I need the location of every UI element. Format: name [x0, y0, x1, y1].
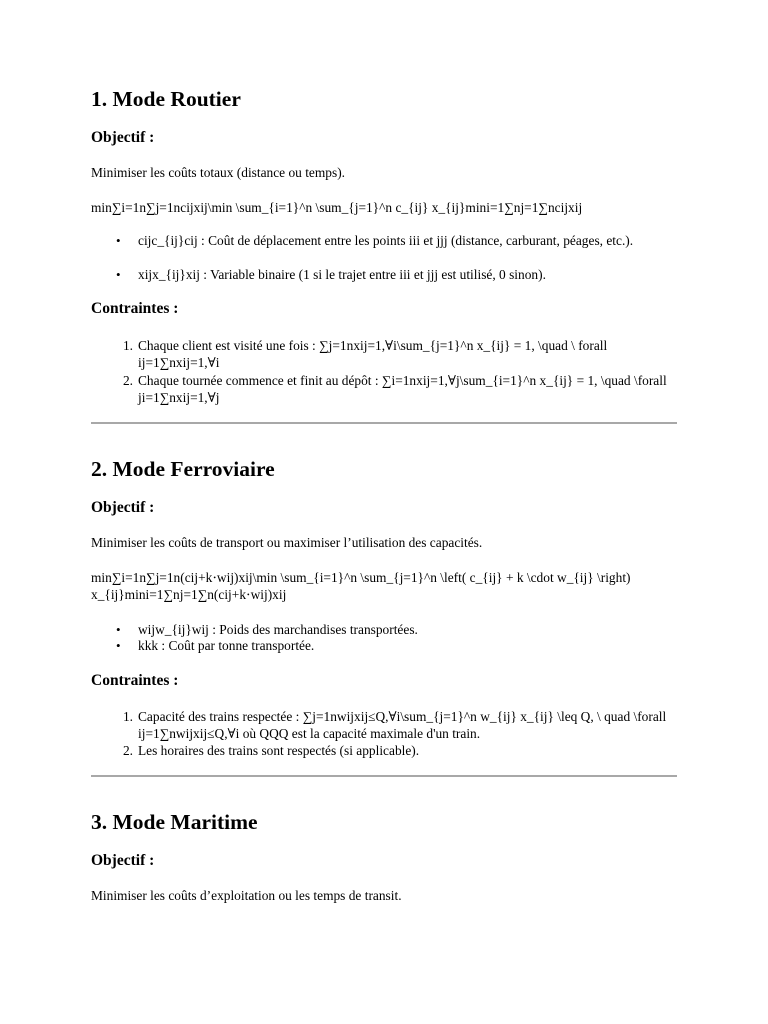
- section-divider: [91, 422, 677, 424]
- section-divider: [91, 775, 677, 777]
- list-item-text: wijw_{ij}wij : Poids des marchandises transportées.: [138, 622, 418, 637]
- objective-heading: Objectif :: [91, 499, 155, 516]
- list-item: [122, 372, 678, 406]
- list-item: [116, 232, 678, 249]
- objective-text: Minimiser les coûts de transport ou maximiser l’utilisation des capacités.: [91, 535, 483, 550]
- list-item: [122, 708, 678, 742]
- objective-formula: min∑i=1n∑j=1ncijxij\min \sum_{i=1}^n \sum_{j=1}^n c_{ij} x_{ij}mini=1∑nj=1∑ncijxij: [91, 200, 583, 215]
- list-item-text: Capacité des trains respectée : ∑j=1nwijxij≤Q,∀i\sum_{j=1}^n w_{ij} x_{ij} \leq Q, \ quad \forall ij=1∑nwijxij≤Q,∀i où QQQ est la capacité maximale d'un train.: [138, 709, 667, 741]
- objective-text: Minimiser les coûts totaux (distance ou temps).: [91, 165, 346, 180]
- section-title-routier: 1. Mode Routier: [91, 87, 241, 111]
- constraints-heading: Contraintes :: [91, 300, 179, 317]
- bullet-icon: •: [116, 267, 121, 282]
- section-title-maritime: 3. Mode Maritime: [91, 810, 258, 834]
- list-item: [122, 742, 678, 759]
- list-item-text: Les horaires des trains sont respectés (si applicable).: [138, 743, 420, 758]
- list-number: 1.: [122, 709, 133, 724]
- list-item-text: Chaque client est visité une fois : ∑j=1nxij=1,∀i\sum_{j=1}^n x_{ij} = 1, \quad \ forall ij=1∑nxij=1,∀i: [138, 338, 608, 370]
- objective-heading: Objectif :: [91, 852, 155, 869]
- list-item: [116, 637, 678, 654]
- list-item-text: kkk : Coût par tonne transportée.: [138, 638, 315, 653]
- constraints-heading: Contraintes :: [91, 672, 179, 689]
- list-number: 1.: [122, 338, 133, 353]
- objective-formula: min∑i=1n∑j=1n(cij+k⋅wij)xij\min \sum_{i=1}^n \sum_{j=1}^n \left( c_{ij} + k \cdot w_{ij} \right) x_{ij}mini=1∑nj=1∑n(cij+k⋅wij)xij: [91, 570, 631, 602]
- list-item: [116, 621, 678, 638]
- list-number: 2.: [122, 743, 133, 758]
- list-item-text: Chaque tournée commence et finit au dépôt : ∑i=1nxij=1,∀j\sum_{i=1}^n x_{ij} = 1, \quad \forall ji=1∑nxij=1,∀j: [138, 373, 667, 405]
- list-item: [116, 266, 678, 283]
- bullet-icon: •: [116, 638, 121, 653]
- list-number: 2.: [122, 373, 133, 388]
- objective-text: Minimiser les coûts d’exploitation ou les temps de transit.: [91, 888, 402, 903]
- bullet-icon: •: [116, 622, 121, 637]
- list-item-text: xijx_{ij}xij : Variable binaire (1 si le trajet entre iii et jjj est utilisé, 0 sinon).: [138, 267, 546, 282]
- bullet-icon: •: [116, 233, 121, 248]
- list-item-text: cijc_{ij}cij : Coût de déplacement entre les points iii et jjj (distance, carburant, péages, etc.).: [138, 233, 634, 248]
- section-title-ferroviaire: 2. Mode Ferroviaire: [91, 457, 275, 481]
- objective-heading: Objectif :: [91, 129, 155, 146]
- list-item: [122, 337, 678, 371]
